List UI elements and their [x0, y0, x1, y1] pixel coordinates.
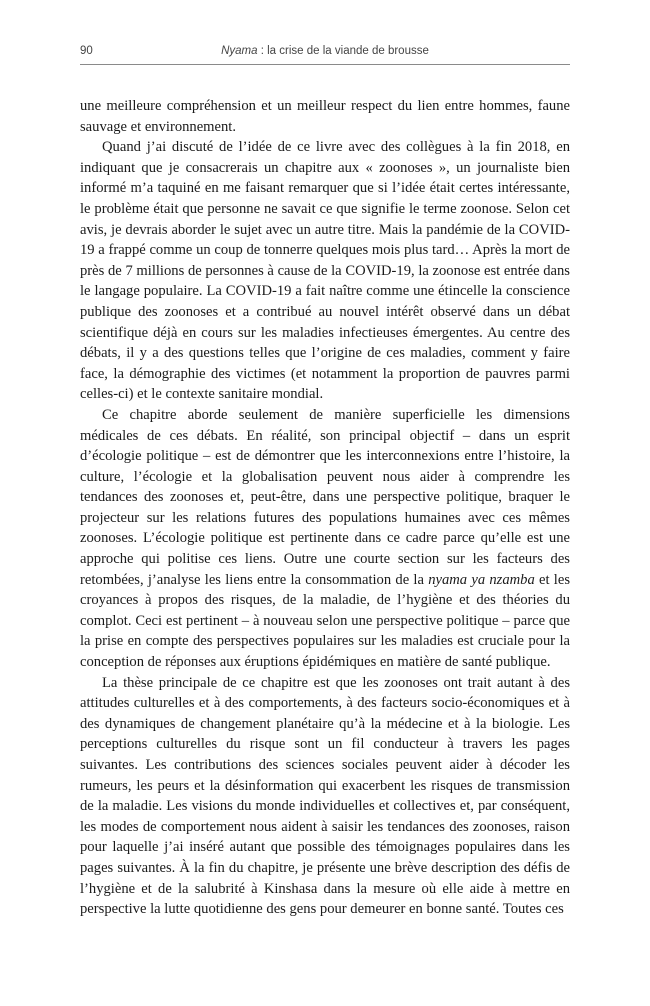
paragraph-text: et les croyances à propos des risques, de la maladie, de l’hygiène et des théories du complot. Ceci est pertinent – à nouveau selon une perspective politique – parce que la prise en compte des perspectives populaires sur les maladies est cruciale pour la conception de réponses aux éruptions épidémiques en matière de santé publique. [80, 571, 570, 671]
running-title [80, 45, 570, 57]
body-text [80, 96, 570, 920]
running-head [80, 45, 570, 65]
running-title-rest: : la crise de la viande de brousse [257, 45, 429, 57]
header-rule [80, 64, 570, 65]
running-title-italic: Nyama [221, 45, 258, 57]
paragraph [80, 405, 570, 673]
paragraph-continued: une meilleure compréhension et un meilleur respect du lien entre hommes, faune sauvage et environnement. [80, 98, 570, 135]
italic-term: nyama ya nzamba [428, 571, 535, 588]
paragraph: La thèse principale de ce chapitre est que les zoonoses ont trait autant à des attitudes culturelles et à des comportements, à des facteurs socio-économiques et à des dynamiques de changement planétaire qu’à la médecine et à la biologie. Les perceptions culturelles du risque sont un fil conducteur à travers les pages suivantes. Les contributions des sciences sociales peuvent aider à décoder les rumeurs, les peurs et la désinformation qui exacerbent les risques de transmission de la maladie. Les visions du monde individuelles et collectives et, par conséquent, les modes de comportement nous aident à saisir les tendances des zoonoses, raison pour laquelle j’ai inséré autant que possible des témoignages populaires dans les pages suivantes. À la fin du chapitre, je présente une brève description des défis de l’hygiène et de la salubrité à Kinshasa dans la mesure où elle aide à mettre en perspective la lutte quotidienne des gens pour demeurer en bonne santé. Toutes ces [80, 674, 570, 918]
paragraph: Quand j’ai discuté de l’idée de ce livre avec des collègues à la fin 2018, en indiquant que je consacrerais un chapitre aux « zoonoses », un journaliste bien informé m’a taquiné en me faisant remarquer que si l’idée était certes intéressante, le problème était que personne ne savait ce que signifie le terme zoonose. Selon cet avis, je devrais aborder le sujet avec un autre titre. Mais la pandémie de la COVID-19 a frappé comme un coup de tonnerre quelques mois plus tard… Après la mort de près de 7 millions de personnes à cause de la COVID-19, la zoonose est entrée dans le langage populaire. La COVID-19 a fait naître comme une étincelle la conscience publique des zoonoses et a contribué au nouvel intérêt observé dans un débat scientifique déjà en cours sur les maladies infectieuses émergentes. Au centre des débats, il y a des questions telles que l’origine de ces maladies, comment y faire face, la démographie des victimes (et notamment la proportion de pauvres parmi celles-ci) et le contexte sanitaire mondial. [80, 139, 570, 403]
page-number: 90 [80, 45, 93, 57]
paragraph-text: Ce chapitre aborde seulement de manière superficielle les dimensions médicales de ces débats. En réalité, son principal objectif – dans un esprit d’écologie politique – est de démontrer que les interconnexions entre l’histoire, la culture, l’écologie et la globalisation peuvent nous aider à comprendre les tendances des zoonoses et, peut-être, dans une perspective politique, braquer le projecteur sur les relations futures des populations humaines avec ces mêmes zoonoses. L’écologie politique est pertinente dans ce cadre parce qu’elle est une approche qui politise ces liens. Outre une courte section sur les facteurs des retombées, j’analyse les liens entre la consommation de la [80, 406, 570, 588]
